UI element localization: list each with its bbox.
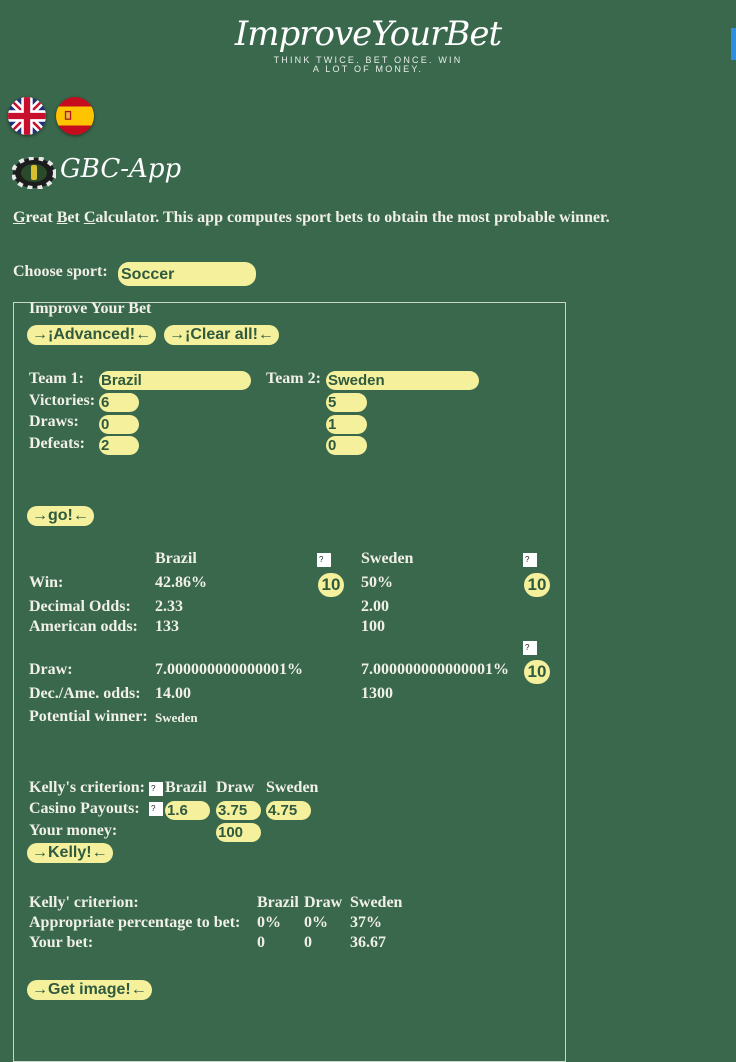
percentage-team1: 0% [257,914,281,931]
team1-input[interactable]: Brazil [99,371,251,390]
team2-victories-input[interactable]: 5 [326,393,367,412]
kelly-results-col-team1: Brazil [257,894,299,911]
tagline-line-1: THINK TWICE. BET ONCE. WIN [273,55,463,65]
advanced-button[interactable]: →¡Advanced!← [27,325,156,345]
panel-title: Improve Your Bet [29,300,152,317]
clear-all-button[interactable]: →¡Clear all!← [164,325,279,345]
sport-select[interactable]: Soccer [118,262,256,286]
desc-text-1: reat [25,209,57,226]
tagline-line-2: A LOT OF MONEY. [312,64,424,74]
potential-winner-value: Sweden [155,710,198,725]
decimal-odds-team1: 2.33 [155,598,183,615]
help-icon[interactable]: ? [149,782,163,796]
percentage-draw: 0% [304,914,328,931]
draws-label: Draws: [29,413,79,430]
american-odds-team2: 100 [361,618,385,635]
defeats-label: Defeats: [29,435,85,452]
poker-chip-icon [12,157,56,194]
results-team2-header: Sweden [361,550,414,567]
bet-team2: 36.67 [350,934,386,951]
kelly-col-team2: Sweden [266,779,319,796]
victories-label: Victories: [29,392,96,409]
kelly-results-col-draw: Draw [304,894,343,911]
stake-team2-input[interactable]: 10 [524,573,550,597]
draw-team2-value: 7.000000000000001% [361,661,509,678]
kelly-button[interactable]: →Kelly!← [27,843,113,863]
your-money-label: Your money: [29,822,118,839]
decimal-odds-team2: 2.00 [361,598,389,615]
percentage-team2: 37% [350,914,382,931]
stake-team1-input[interactable]: 10 [318,573,344,597]
bet-team1: 0 [257,934,265,951]
percentage-label: Appropriate percentage to bet: [29,914,241,931]
kelly-label: Kelly's criterion: [29,779,145,796]
draw-team1-value: 7.000000000000001% [155,661,303,678]
kelly-col-draw: Draw [216,779,255,796]
help-icon[interactable]: ? [523,553,537,567]
casino-payouts-label: Casino Payouts: [29,800,140,817]
money-input[interactable]: 100 [216,823,261,842]
calculator-panel [13,302,566,1062]
sport-label: Choose sport: [13,263,108,280]
side-tab[interactable] [731,28,736,60]
draw-label: Draw: [29,661,73,678]
desc-letter-b: B [56,209,68,226]
american-odds-team1: 133 [155,618,179,635]
american-odds-label: American odds: [29,618,138,635]
payout-team1-input[interactable]: 1.6 [165,801,210,820]
kelly-results-col-team2: Sweden [350,894,403,911]
team2-defeats-input[interactable]: 0 [326,436,367,455]
desc-letter-g: G [13,209,26,226]
app-title: GBC-App [60,154,182,184]
spain-flag-icon[interactable] [56,97,94,135]
uk-flag-icon[interactable] [8,97,46,135]
kelly-results-label: Kelly' criterion: [29,894,139,911]
win-label: Win: [29,574,64,591]
dec-ame-odds-team1: 14.00 [155,685,191,702]
kelly-col-team1: Brazil [165,779,207,796]
win-team2-value: 50% [361,574,393,591]
help-icon[interactable]: ? [317,553,331,567]
app-description [13,209,610,227]
your-bet-label: Your bet: [29,934,94,951]
stake-draw-input[interactable]: 10 [524,660,550,684]
desc-text-2: et [67,209,84,226]
team2-label: Team 2: [266,370,321,387]
go-button[interactable]: →go!← [27,506,94,526]
team1-victories-input[interactable]: 6 [99,393,139,412]
team1-draws-input[interactable]: 0 [99,415,139,434]
payout-team2-input[interactable]: 4.75 [266,801,311,820]
team1-defeats-input[interactable]: 2 [99,436,139,455]
team2-draws-input[interactable]: 1 [326,415,367,434]
dec-ame-odds-team2: 1300 [361,685,393,702]
desc-letter-c: C [83,209,96,226]
potential-winner-label: Potential winner: [29,708,148,725]
results-team1-header: Brazil [155,550,197,567]
team1-label: Team 1: [29,370,84,387]
team2-input[interactable]: Sweden [326,371,479,390]
win-team1-value: 42.86% [155,574,207,591]
decimal-odds-label: Decimal Odds: [29,598,131,615]
payout-draw-input[interactable]: 3.75 [216,801,261,820]
dec-ame-odds-label: Dec./Ame. odds: [29,685,141,702]
get-image-button[interactable]: →Get image!← [27,980,152,1000]
site-logo-text[interactable]: ImproveYourBet [234,14,502,54]
help-icon[interactable]: ? [523,641,537,655]
bet-draw: 0 [304,934,312,951]
help-icon[interactable]: ? [149,802,163,816]
desc-text-3: alculator. This app computes sport bets to obtain the most probable winner. [95,209,610,226]
site-tagline [0,56,736,74]
